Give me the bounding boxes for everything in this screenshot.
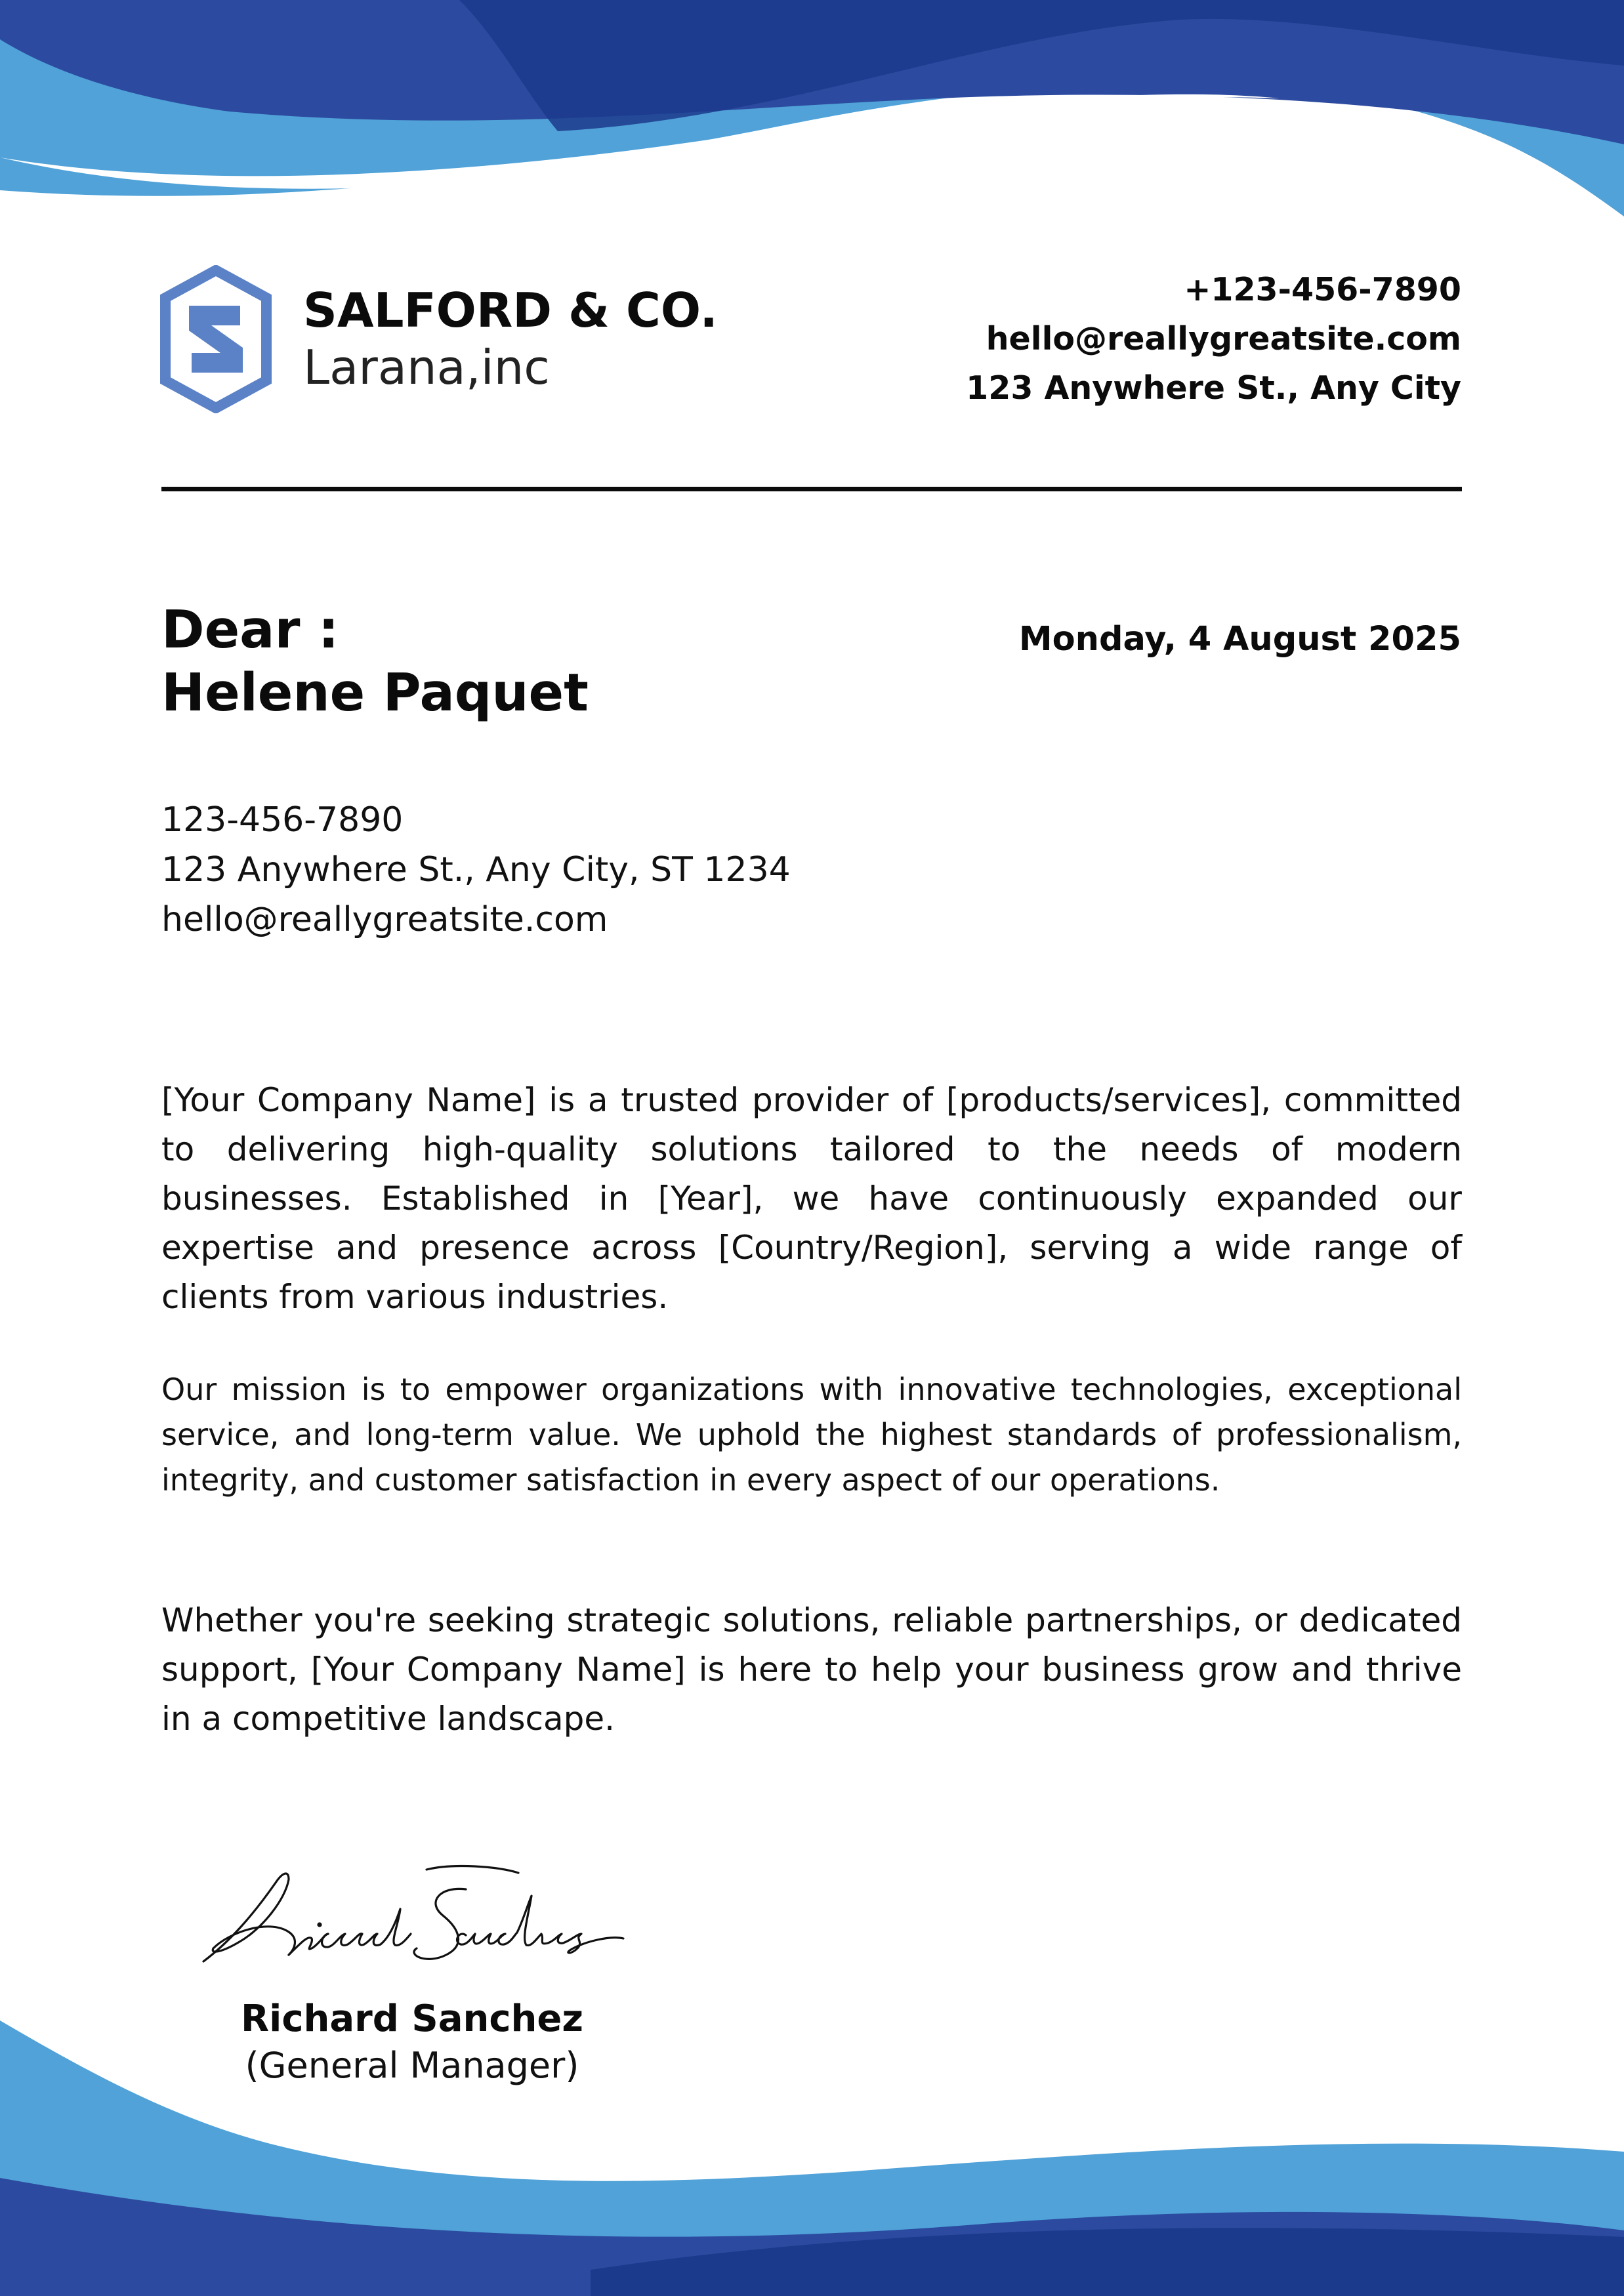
signer-name: Richard Sanchez [241, 1998, 583, 2040]
sender-phone: +123-456-7890 [1184, 271, 1461, 308]
bottom-wave-decoration [0, 2020, 1624, 2296]
recipient-phone: 123-456-7890 [161, 800, 404, 840]
sender-contact-block [966, 265, 1461, 413]
salutation: Dear : [161, 600, 339, 660]
recipient-email: hello@reallygreatsite.com [161, 900, 608, 939]
recipient-address: 123 Anywhere St., Any City, ST 1234 [161, 850, 791, 890]
recipient-contact-block [161, 795, 791, 945]
letter-date: Monday, 4 August 2025 [1018, 620, 1461, 659]
company-subtitle: Larana,inc [303, 340, 550, 395]
signer-title: (General Manager) [245, 2045, 579, 2086]
body-paragraph-1: [Your Company Name] is a trusted provider of [products/services], committed to delivering high-quality solutions tailored to the needs of modern businesses. Established in [Year], we have continuously expanded our expertise and presence across [Country/Region], serving a wide range of clients from various industries. [161, 1081, 1462, 1316]
company-name: SALFORD & CO. [303, 283, 718, 338]
body-paragraph-3: Whether you're seeking strategic solutions, reliable partnerships, or dedicated support, [Your Company Name] is here to help your business grow and thrive in a competitive landscape. [161, 1601, 1462, 1738]
recipient-name: Helene Paquet [161, 663, 589, 723]
sender-address: 123 Anywhere St., Any City [966, 369, 1461, 407]
handwritten-signature [190, 1856, 650, 1988]
top-wave-decoration [0, 0, 1624, 302]
header-divider [161, 487, 1462, 491]
sender-email: hello@reallygreatsite.com [986, 320, 1461, 358]
body-paragraph-2: Our mission is to empower organizations with innovative technologies, exceptional service, and long-term value. We uphold the highest standards of professionalism, integrity, and customer satisfaction in every aspect of our operations. [161, 1372, 1462, 1498]
greeting-block [161, 598, 589, 724]
hexagon-s-logo-icon [160, 265, 272, 413]
